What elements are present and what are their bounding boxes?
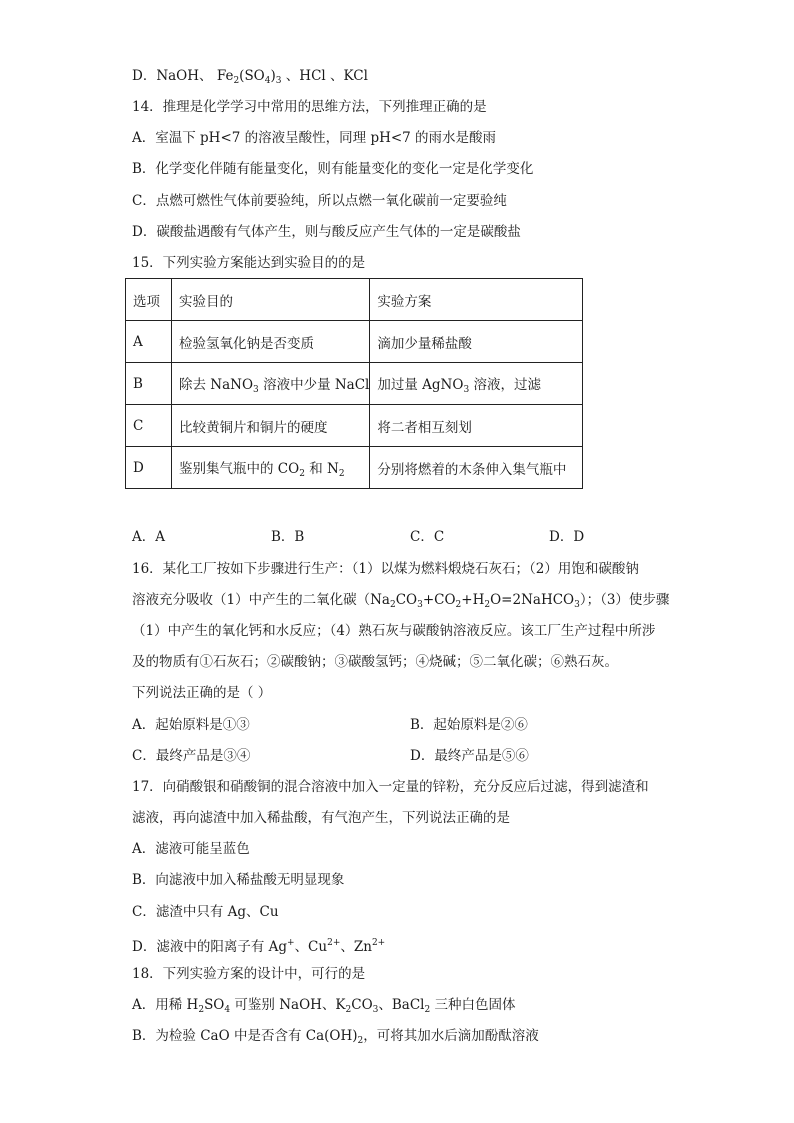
row-plan: 加过量 AgNO$_3$ 溶液，过滤 <box>370 363 583 405</box>
header-option: 选项 <box>126 279 172 321</box>
table-row <box>126 405 583 447</box>
row-plan: 分别将燃着的木条伸入集气瓶中 <box>370 447 583 489</box>
q17-line-1: 17．向硝酸银和硝酸铜的混合溶液中加入一定量的锌粉，充分反应后过滤，得到滤渣和 <box>132 779 649 795</box>
q16-line-5: 下列说法正确的是（ ） <box>132 685 272 701</box>
q14-option-b: B．化学变化伴随有能量变化，则有能量变化的变化一定是化学变化 <box>132 161 534 177</box>
q15-choice-a: A．A <box>132 529 165 545</box>
q15-choice-c: C．C <box>410 529 445 545</box>
q17-option-b: B．向滤液中加入稀盐酸无明显现象 <box>132 872 345 888</box>
row-plan: 滴加少量稀盐酸 <box>370 321 583 363</box>
q15-choices <box>132 527 692 547</box>
q16-option-c: C．最终产品是③④ <box>132 748 251 764</box>
row-option: B <box>126 363 172 405</box>
q14-option-c: C．点燃可燃性气体前要验纯，所以点燃一氧化碳前一定要验纯 <box>132 193 507 209</box>
row-plan: 将二者相互刻划 <box>370 405 583 447</box>
q14-option-a: A．室温下 pH<7 的溶液呈酸性，同理 pH<7 的雨水是酸雨 <box>132 130 497 146</box>
q16-option-b: B．起始原料是②⑥ <box>410 717 528 733</box>
q17-option-c: C．滤渣中只有 Ag、Cu <box>132 904 279 920</box>
table-row <box>126 363 583 405</box>
q17-option-d: D．滤液中的阳离子有 Ag+、$Cu^{2+}$、$Zn^{2+}$ <box>132 938 386 955</box>
q16-line-4: 及的物质有①石灰石；②碳酸钠；③碳酸氢钙；④烧碱；⑤二氧化碳；⑥熟石灰。 <box>132 654 618 670</box>
table-row <box>126 321 583 363</box>
q16-option-a: A．起始原料是①③ <box>132 717 250 733</box>
q18-option-a: A．用稀 $H_2SO_4$ 可鉴别 NaOH、$K_2CO_3$、BaCl$_2$ 三种白色固体 <box>132 997 516 1015</box>
q16-line-2: 溶液充分吸收（1）中产生的二氧化碳$(Na_2CO_3+CO_2+H_2O=2NaHCO_3)$；（3）使步骤 <box>132 592 670 610</box>
q17-line-2: 滤液，再向滤渣中加入稀盐酸，有气泡产生，下列说法正确的是 <box>132 810 510 826</box>
q16-line-1: 16．某化工厂按如下步骤进行生产：（1）以煤为燃料煅烧石灰石；（2）用饱和碳酸钠 <box>132 561 639 577</box>
row-goal: 检验氢氧化钠是否变质 <box>172 321 370 363</box>
row-goal: 比较黄铜片和铜片的硬度 <box>172 405 370 447</box>
table-header-row <box>126 279 583 321</box>
q15-choice-d: D．D <box>549 529 585 545</box>
q15-experiment-table <box>125 278 583 489</box>
header-goal: 实验目的 <box>172 279 370 321</box>
row-option: A <box>126 321 172 363</box>
q14-stem: 14．推理是化学学习中常用的思维方法，下列推理正确的是 <box>132 99 487 115</box>
row-goal: 鉴别集气瓶中的 $CO_2$ 和 $N_2$ <box>172 447 370 489</box>
q15-choice-b: B．B <box>271 529 305 545</box>
table-row <box>126 447 583 489</box>
q15-stem: 15．下列实验方案能达到实验目的的是 <box>132 255 366 271</box>
header-plan: 实验方案 <box>370 279 583 321</box>
q14-option-d: D．碳酸盐遇酸有气体产生，则与酸反应产生气体的一定是碳酸盐 <box>132 224 521 240</box>
row-option: D <box>126 447 172 489</box>
q18-stem: 18．下列实验方案的设计中，可行的是 <box>132 966 366 982</box>
q13-option-d: D．NaOH、 $Fe_2(SO_4)_3$ 、HCl 、KCl <box>132 68 368 86</box>
q16-option-d: D．最终产品是⑤⑥ <box>410 748 529 764</box>
q16-line-3: （1）中产生的氧化钙和水反应；（4）熟石灰与碳酸钠溶液反应。该工厂生产过程中所涉 <box>132 623 656 639</box>
row-goal: 除去 NaNO$_3$ 溶液中少量 NaCl <box>172 363 370 405</box>
q18-option-b: B．为检验 CaO 中是否含有 $Ca(OH)_2$，可将其加水后滴加酚酞溶液 <box>132 1028 539 1046</box>
q17-option-a: A．滤液可能呈蓝色 <box>132 841 250 857</box>
row-option: C <box>126 405 172 447</box>
